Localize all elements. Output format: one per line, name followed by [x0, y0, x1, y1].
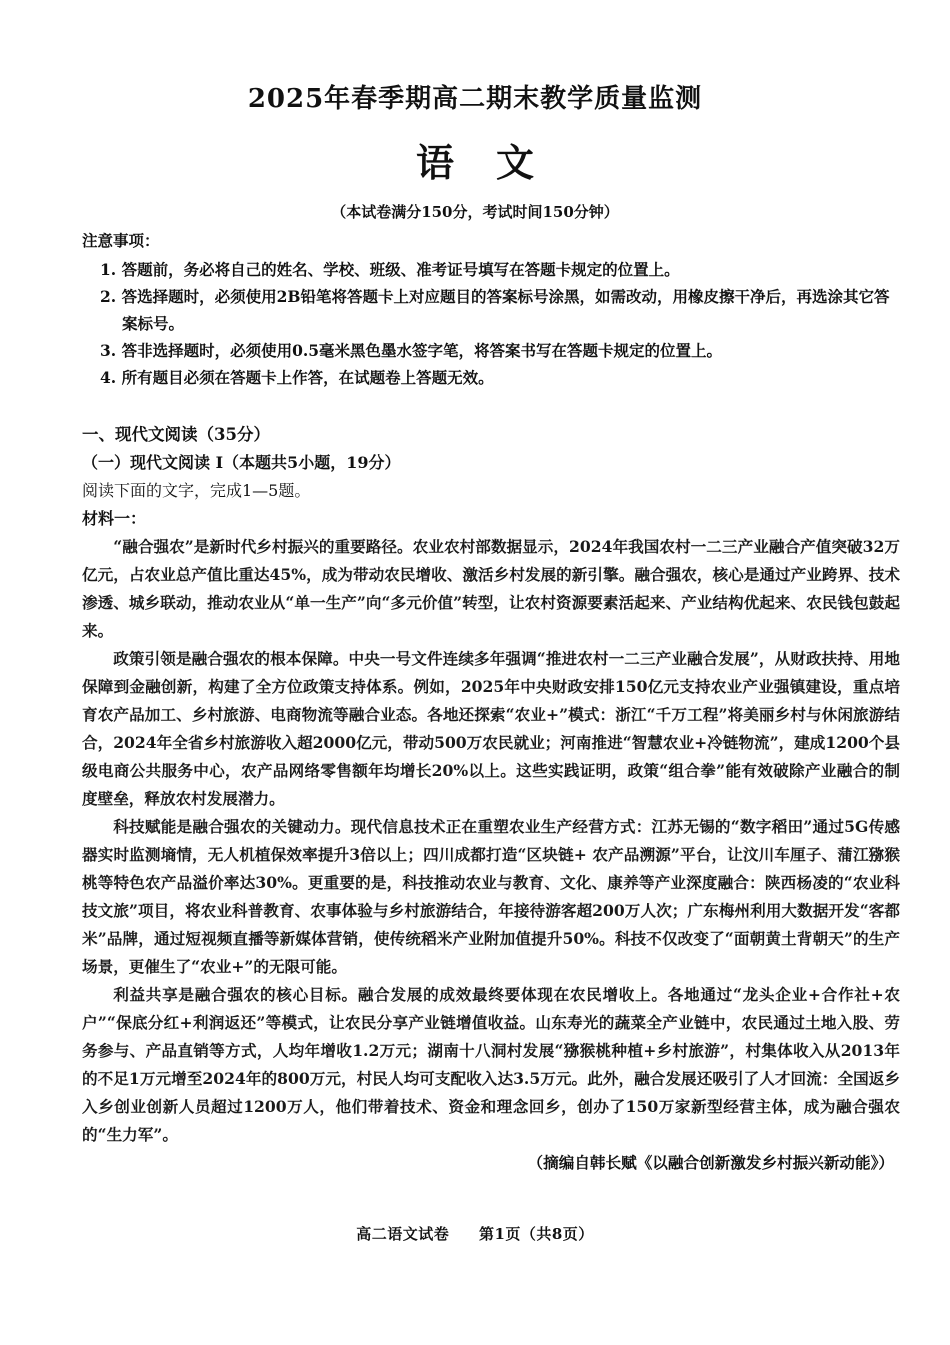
material-paragraph: 政策引领是融合强农的根本保障。中央一号文件连续多年强调“推进农村一二三产业融合发展”，从财政扶持、用地保障到金融创新，构建了全方位政策支持体系。例如，2025年中央财政安排150亿元支持农业产业强镇建设，重点培育农产品加工、乡村旅游、电商物流等融合业态。各地还探索“农业+”模式：浙江“千万工程”将美丽乡村与休闲旅游结合，2024年全省乡村旅游收入超2000亿元，带动500万农民就业；河南推进“智慧农业+冷链物流”，建成1200个县级电商公共服务中心，农产品网络零售额年均增长20%以上。这些实践证明，政策“组合拳”能有效破除产业融合的制度壁垒，释放农村发展潜力。	[82, 649, 900, 808]
material-paragraph: “融合强农”是新时代乡村振兴的重要路径。农业农村部数据显示，2024年我国农村一二三产业融合产值突破32万亿元，占农业总产值比重达45%，成为带动农民增收、激活乡村发展的新引擎。融合强农，核心是通过产业跨界、技术渗透、城乡联动，推动农业从“单一生产”向“多元价值”转型，让农村资源要素活起来、产业结构优起来、农民钱包鼓起来。	[82, 537, 900, 640]
material-paragraph: 利益共享是融合强农的核心目标。融合发展的成效最终要体现在农民增收上。各地通过“龙头企业+合作社+农户”“保底分红+利润返还”等模式，让农民分享产业链增值收益。山东寿光的蔬菜全产业链中，农民通过土地入股、劳务参与、产品直销等方式，人均年增收1.2万元；湖南十八洞村发展“猕猴桃种植+乡村旅游”，村集体收入从2013年的不足1万元增至2024年的800万元，村民人均可支配收入达3.5万元。此外，融合发展还吸引了人才回流：全国返乡入乡创业创新人员超过1200万人，他们带着技术、资金和理念回乡，创办了150万家新型经营主体，成为融合强农的“生力军”。	[82, 985, 900, 1144]
section-title: 一、现代文阅读（35分）	[82, 425, 270, 444]
exam-content	[82, 228, 900, 1177]
footer-page-info: 第1页（共8页）	[478, 1225, 594, 1243]
subsection-title: （一）现代文阅读 I（本题共5小题，19分）	[82, 453, 401, 472]
material-paragraph: 科技赋能是融合强农的关键动力。现代信息技术正在重塑农业生产经营方式：江苏无锡的“数字稻田”通过5G传感器实时监测墒情，无人机植保效率提升3倍以上；四川成都打造“区块链+ 农产品溯源”平台，让汶川车厘子、蒲江猕猴桃等特色农产品溢价率达30%。更重要的是，科技推动农业与教育、文化、康养等产业深度融合：陕西杨凌的“农业科技文旅”项目，将农业科普教育、农事体验与乡村旅游结合，年接待游客超200万人次；广东梅州利用大数据开发“客都米”品牌，通过短视频直播等新媒体营销，使传统稻米产业附加值提升50%。科技不仅改变了“面朝黄土背朝天”的生产场景，更催生了“农业+”的无限可能。	[82, 817, 900, 976]
notice-item: 4. 所有题目必须在答题卡上作答，在试题卷上答题无效。	[100, 368, 494, 387]
notice-item: 1. 答题前，务必将自己的姓名、学校、班级、准考证号填写在答题卡规定的位置上。	[100, 260, 680, 279]
material-source: （摘编自韩长赋《以融合创新激发乡村振兴新动能》）	[527, 1153, 894, 1172]
page-footer	[0, 1223, 950, 1244]
notice-item: 2. 答选择题时，必须使用2B铅笔将答题卡上对应题目的答案标号涂黑，如需改动，用橡皮擦干净后，再选涂其它答案标号。	[100, 287, 890, 333]
reading-instruction: 阅读下面的文字，完成1—5题。	[82, 481, 311, 500]
notice-list	[82, 256, 900, 391]
exam-title: 2025年春季期高二期末教学质量监测	[247, 84, 703, 114]
notice-title: 注意事项：	[82, 231, 160, 250]
exam-info: （本试卷满分150分，考试时间150分钟）	[331, 203, 619, 221]
footer-paper-name: 高二语文试卷	[356, 1225, 450, 1243]
notice-item: 3. 答非选择题时，必须使用0.5毫米黑色墨水签字笔，将答案书写在答题卡规定的位置上。	[100, 341, 723, 360]
material-label: 材料一：	[82, 509, 147, 528]
subject-title: 语文	[415, 140, 576, 185]
